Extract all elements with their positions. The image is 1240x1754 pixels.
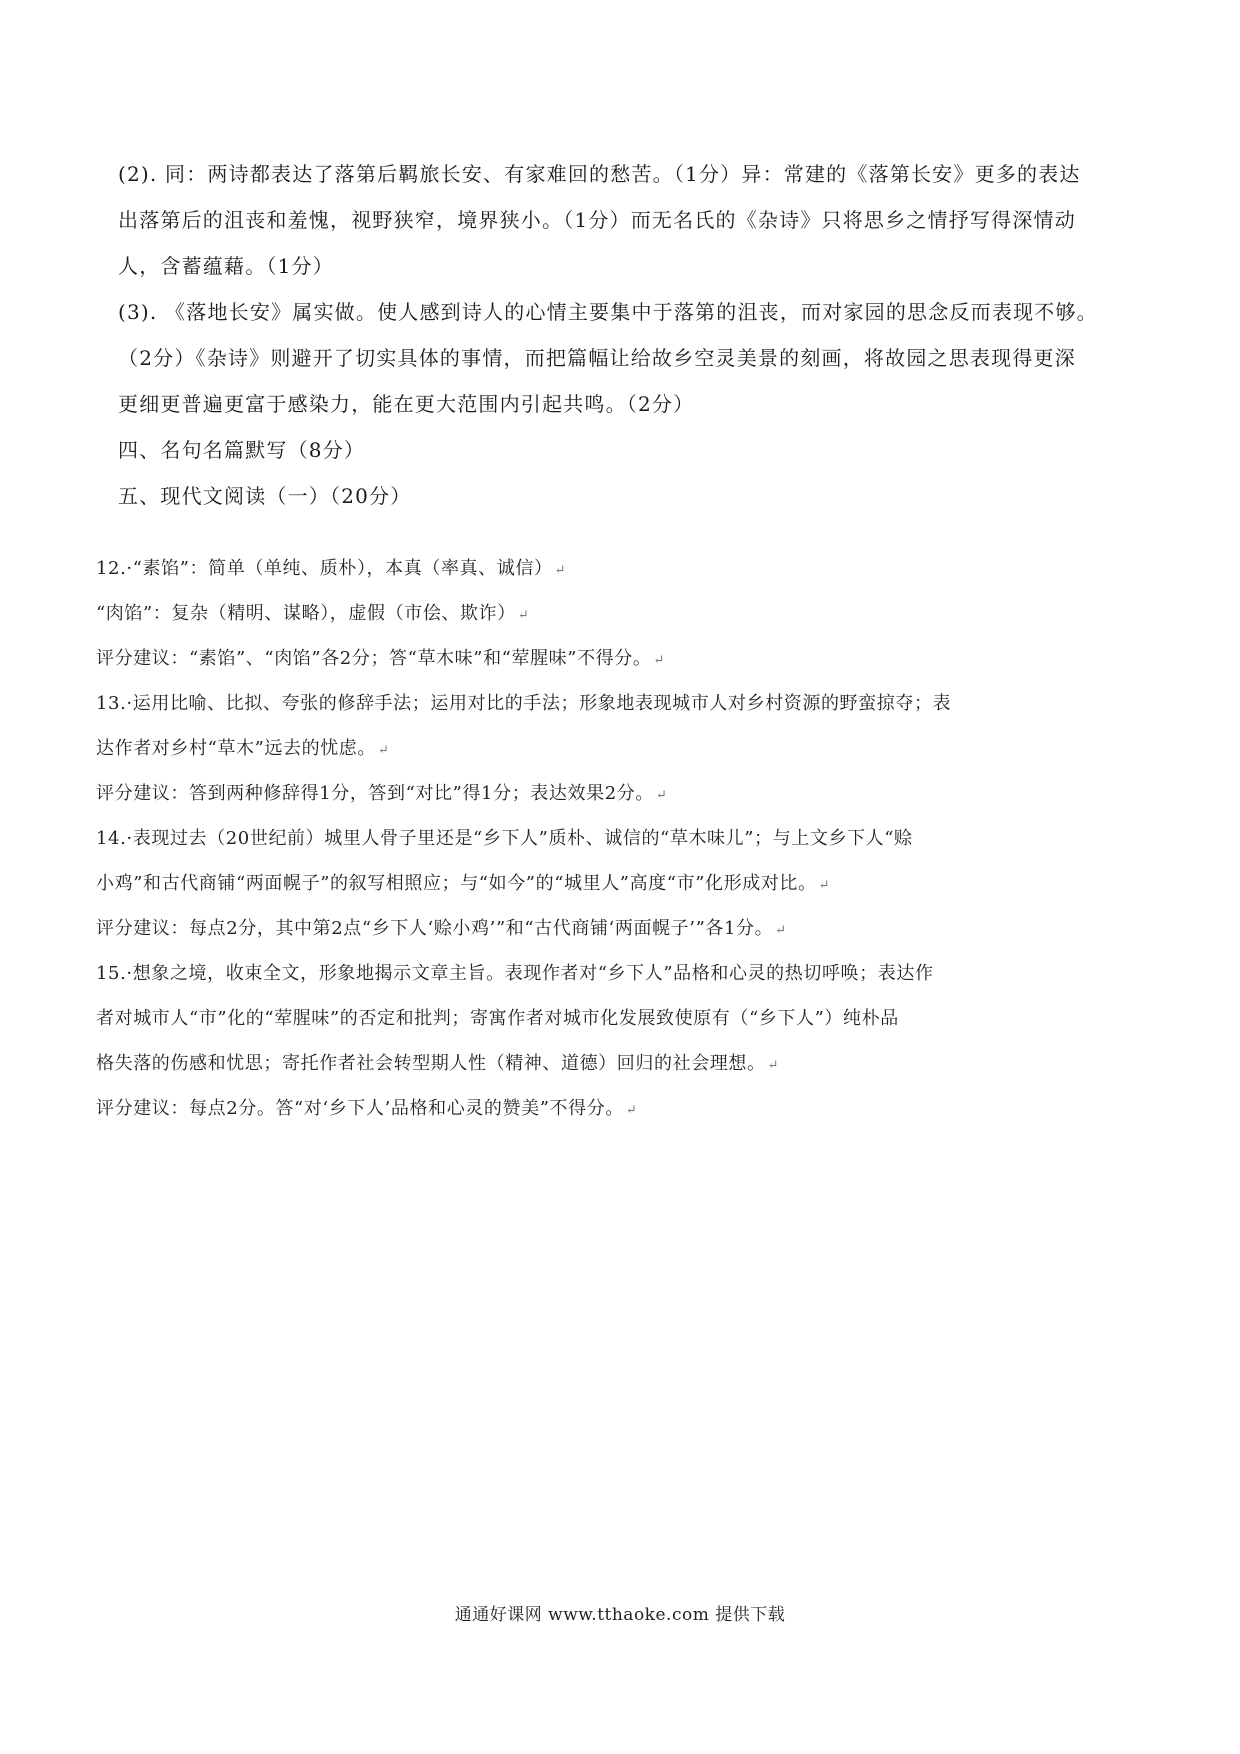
answer-line: (2). 同：两诗都表达了落第后羁旅长安、有家难回的愁苦。（1分）异：常建的《落第长安》更多的表达 [118, 162, 1081, 186]
return-mark-icon: ↵ [653, 653, 665, 668]
return-mark-icon: ↵ [655, 788, 668, 803]
section-heading: 四、名句名篇默写（8分） [118, 438, 366, 462]
answer-line: (3). 《落地长安》属实做。使人感到诗人的心情主要集中于落第的沮丧，而对家园的思念反而表现不够。 [118, 300, 1098, 324]
answer-line: 出落第后的沮丧和羞愧，视野狭窄，境界狭小。（1分）而无名氏的《杂诗》只将思乡之情抒写得深情动 [118, 208, 1076, 232]
return-mark-icon: ↵ [625, 1103, 638, 1118]
return-mark-icon: ↵ [767, 1058, 780, 1073]
page-footer: 通通好课网 www.tthaoke.com 提供下载 [454, 1605, 786, 1625]
scoring-note: 评分建议：每点2分。答“对‘乡下人’品格和心灵的赞美”不得分。 ↵ [96, 1098, 638, 1119]
answer-line: （2分）《杂诗》则避开了切实具体的事情，而把篇幅让给故乡空灵美景的刻画，将故园之思表现得更深 [118, 346, 1076, 370]
answer-line: 格失落的伤感和忧思；寄托作者社会转型期人性（精神、道德）回归的社会理想。 ↵ [96, 1053, 780, 1074]
scoring-note: 评分建议：“素馅”、“肉馅”各2分；答“草木味”和“荤腥味”不得分。 ↵ [96, 648, 665, 669]
answer-line: 13.·运用比喻、比拟、夸张的修辞手法；运用对比的手法；形象地表现城市人对乡村资源的野蛮掠夺；表 [96, 693, 952, 714]
answer-line: 15.·想象之境，收束全文，形象地揭示文章主旨。表现作者对“乡下人”品格和心灵的热切呼唤；表达作 [96, 963, 934, 984]
scoring-note: 评分建议：答到两种修辞得1分，答到“对比”得1分；表达效果2分。 ↵ [96, 783, 668, 804]
return-mark-icon: ↵ [554, 563, 567, 578]
return-mark-icon: ↵ [517, 608, 530, 623]
section-heading: 五、现代文阅读（一）（20分） [118, 484, 412, 508]
answer-line: 达作者对乡村“草木”远去的忧虑。 ↵ [96, 738, 390, 759]
answer-line: 14.·表现过去（20世纪前）城里人骨子里还是“乡下人”质朴、诚信的“草木味儿”；与上文乡下人“赊 [96, 828, 913, 849]
return-mark-icon: ↵ [818, 878, 831, 893]
answer-line: 12.·“素馅”：简单（单纯、质朴），本真（率真、诚信） ↵ [96, 558, 567, 579]
answer-line: 者对城市人“市”化的“荤腥味”的否定和批判；寄寓作者对城市化发展致使原有（“乡下人”）纯朴品 [96, 1008, 899, 1029]
answer-line: 人，含蓄蕴藉。（1分） [118, 254, 334, 278]
answer-line: 更细更普遍更富于感染力，能在更大范围内引起共鸣。（2分） [118, 392, 695, 416]
answer-line: 小鸡”和古代商铺“两面幌子”的叙写相照应；与“如今”的“城里人”高度“市”化形成对比。 ↵ [96, 873, 831, 894]
return-mark-icon: ↵ [775, 923, 787, 938]
return-mark-icon: ↵ [378, 743, 390, 758]
answer-line: “肉馅”：复杂（精明、谋略），虚假（市侩、欺诈） ↵ [96, 603, 530, 624]
scoring-note: 评分建议：每点2分，其中第2点“乡下人‘赊小鸡’”和“古代商铺‘两面幌子’”各1分。 ↵ [96, 918, 787, 939]
